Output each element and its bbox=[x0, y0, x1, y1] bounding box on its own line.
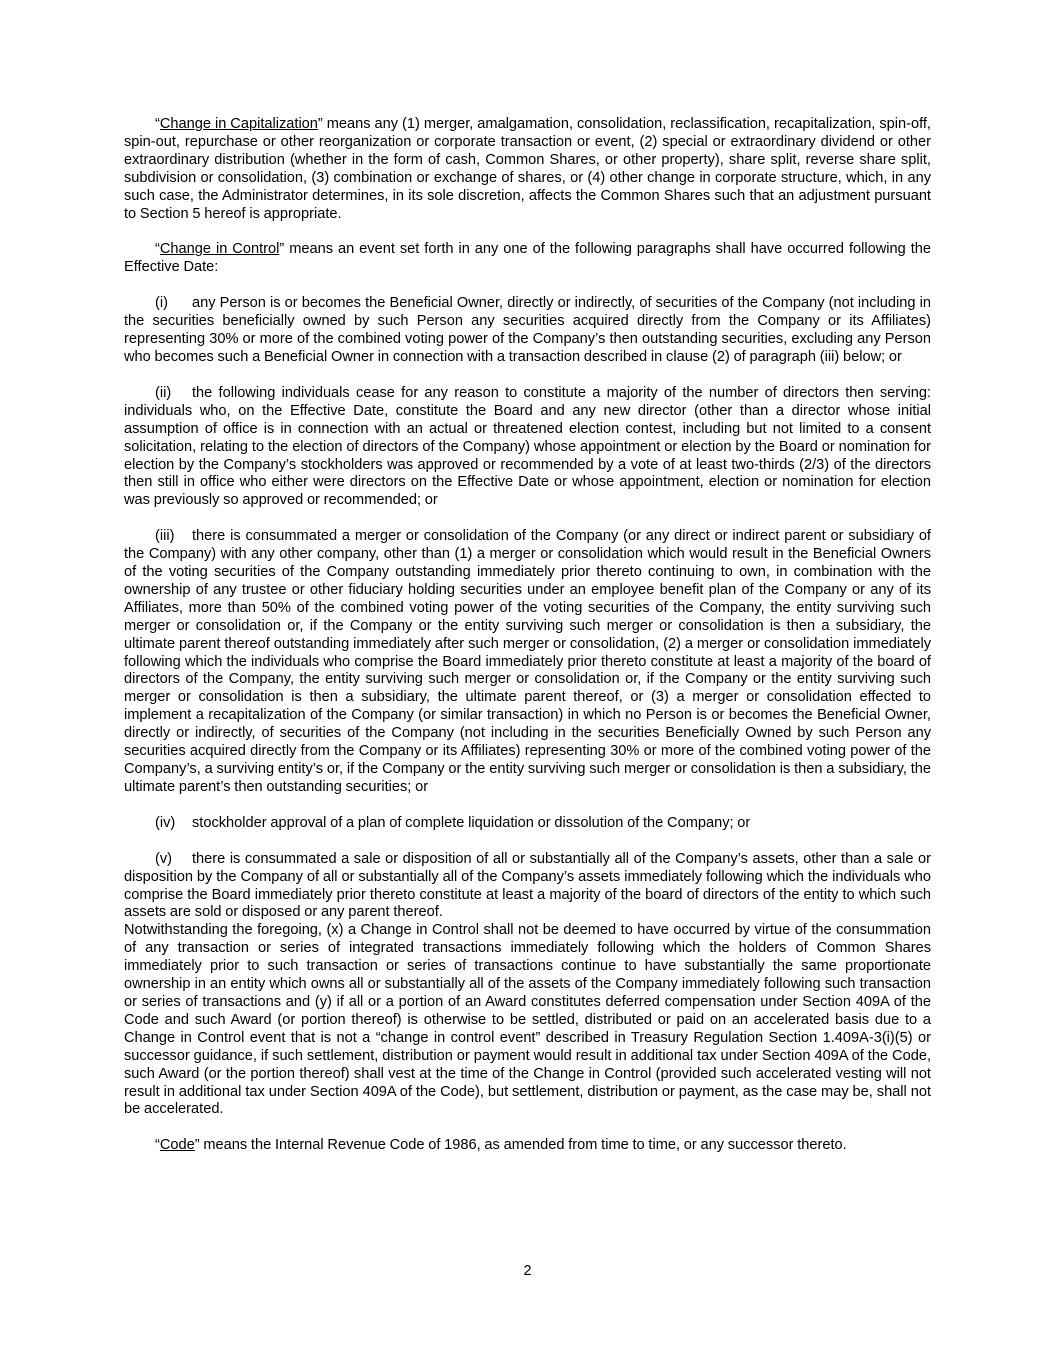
clause-number: (ii) bbox=[155, 384, 172, 401]
definition-text: ” means an event set forth in any one of the following paragraphs shall have occurred following the Effective Date: bbox=[124, 241, 931, 276]
definition-text: ” means any (1) merger, amalgamation, consolidation, reclassification, recapitalization, spin-off, spin-out, repurchase or other reorganization or corporate transaction or event, (2) special or extraordinary dividend or other extraordinary distribution (whether in the form of cash, Common Shares, or other property), share split, reverse share split, subdivision or consolidation, (3) combination or exchange of shares, or (4) other change in corporate structure, which, in any such case, the Administrator determines, in its sole discretion, affects the Common Shares such that an adjustment pursuant to Section 5 hereof is appropriate. bbox=[124, 116, 931, 222]
clause-text: any Person is or becomes the Beneficial Owner, directly or indirectly, of securities of the Company (not including in the securities beneficially owned by such Person any securities acquired directly from the Company or its Affiliates) representing 30% or more of the combined voting power of the Company’s then outstanding securities, excluding any Person who becomes such a Beneficial Owner in connection with a transaction described in clause (2) of paragraph (iii) below; or bbox=[124, 295, 931, 365]
clause-number: (i) bbox=[155, 295, 168, 312]
defined-term-change-in-control: Change in Control bbox=[159, 241, 280, 258]
clause-text: stockholder approval of a plan of complete liquidation or dissolution of the Company; or bbox=[192, 814, 751, 831]
clause-text: the following individuals cease for any reason to constitute a majority of the number of directors then serving: individuals who, on the Effective Date, constitute the Board and any new director (other than a director whose initial assumption of office is in connection with an actual or threatened election contest, including but not limited to a consent solicitation, relating to the election of directors of the Company) whose appointment or election by the Board or nomination for election by the Company’s stockholders was approved or recommended by a vote of at least two-thirds (2/3) of the directors then still in office who either were directors on the Effective Date or whose appointment, election or nomination for election was previously so approved or recommended; or bbox=[124, 384, 931, 509]
clause-i bbox=[124, 295, 931, 367]
clause-number: (iv) bbox=[155, 814, 176, 831]
notwithstanding-paragraph: Notwithstanding the foregoing, (x) a Change in Control shall not be deemed to have occurred by virtue of the consummation of any transaction or series of integrated transactions immediately following which the holders of Common Shares immediately prior to such transaction or series of transactions continue to have substantially the same proportionate ownership in an entity which owns all or substantially all of the assets of the Company immediately following such transaction or series of transactions and (y) if all or a portion of an Award constitutes deferred compensation under Section 409A of the Code and such Award (or portion thereof) is otherwise to be settled, distributed or paid on an accelerated basis due to a Change in Control event that is not a “change in control event” described in Treasury Regulation Section 1.409A-3(i)(5) or successor guidance, if such settlement, distribution or payment would result in additional tax under Section 409A of the Code, such Award (or the portion thereof) shall vest at the time of the Change in Control (provided such accelerated vesting will not result in additional tax under Section 409A of the Code), but settlement, distribution or payment, as the case may be, shall not be accelerated. bbox=[124, 922, 931, 1118]
page-number: 2 bbox=[523, 1263, 532, 1279]
definition-change-in-capitalization bbox=[124, 116, 931, 223]
clause-iii bbox=[124, 528, 931, 797]
clause-number: (v) bbox=[155, 850, 173, 867]
clause-ii bbox=[124, 385, 931, 510]
document-page bbox=[124, 116, 931, 1173]
clause-text: there is consummated a merger or consolidation of the Company (or any direct or indirect parent or subsidiary of the Company) with any other company, other than (1) a merger or consolidation which would result in the Beneficial Owners of the voting securities of the Company outstanding immediately prior thereto continuing to own, in combination with the ownership of any trustee or other fiduciary holding securities under an employee benefit plan of the Company or any of its Affiliates, more than 50% of the combined voting power of the voting securities of the Company, the entity surviving such merger or consolidation or, if the Company or the entity surviving such merger or consolidation is then a subsidiary, the ultimate parent thereof outstanding immediately after such merger or consolidation, (2) a merger or consolidation immediately following which the individuals who comprise the Board immediately prior thereto constitute at least a majority of the board of directors of the Company, the entity surviving such merger or consolidation or, if the Company or the entity surviving such merger or consolidation is then a subsidiary, the ultimate parent thereof, or (3) a merger or consolidation effected to implement a recapitalization of the Company (or similar transaction) in which no Person is or becomes the Beneficial Owner, directly or indirectly, of securities of the Company (not including in the securities Beneficially Owned by such Person any securities acquired directly from the Company or its Affiliates) representing 30% or more of the combined voting power of the Company’s, a surviving entity’s or, if the Company or the entity surviving such merger or consolidation is then a subsidiary, the ultimate parent’s then outstanding securities; or bbox=[124, 528, 931, 795]
clause-iv bbox=[124, 815, 931, 833]
clause-v bbox=[124, 851, 931, 923]
defined-term-code: Code bbox=[159, 1137, 195, 1154]
clause-text: there is consummated a sale or disposition of all or substantially all of the Company’s assets, other than a sale or disposition by the Company of all or substantially all of the Company’s assets immediately following which the individuals who comprise the Board immediately prior thereto constitute at least a majority of the board of directors of the entity to which such assets are sold or disposed or any parent thereof. bbox=[124, 850, 931, 921]
open-quote: “ bbox=[155, 241, 160, 258]
defined-term-change-in-capitalization: Change in Capitalization bbox=[159, 116, 318, 132]
definition-code bbox=[124, 1137, 931, 1155]
open-quote: “ bbox=[155, 116, 160, 132]
open-quote: “ bbox=[155, 1137, 160, 1154]
definition-change-in-control bbox=[124, 241, 931, 277]
clause-number: (iii) bbox=[155, 528, 175, 545]
definition-text: ” means the Internal Revenue Code of 1986, as amended from time to time, or any successor thereto. bbox=[194, 1137, 847, 1154]
